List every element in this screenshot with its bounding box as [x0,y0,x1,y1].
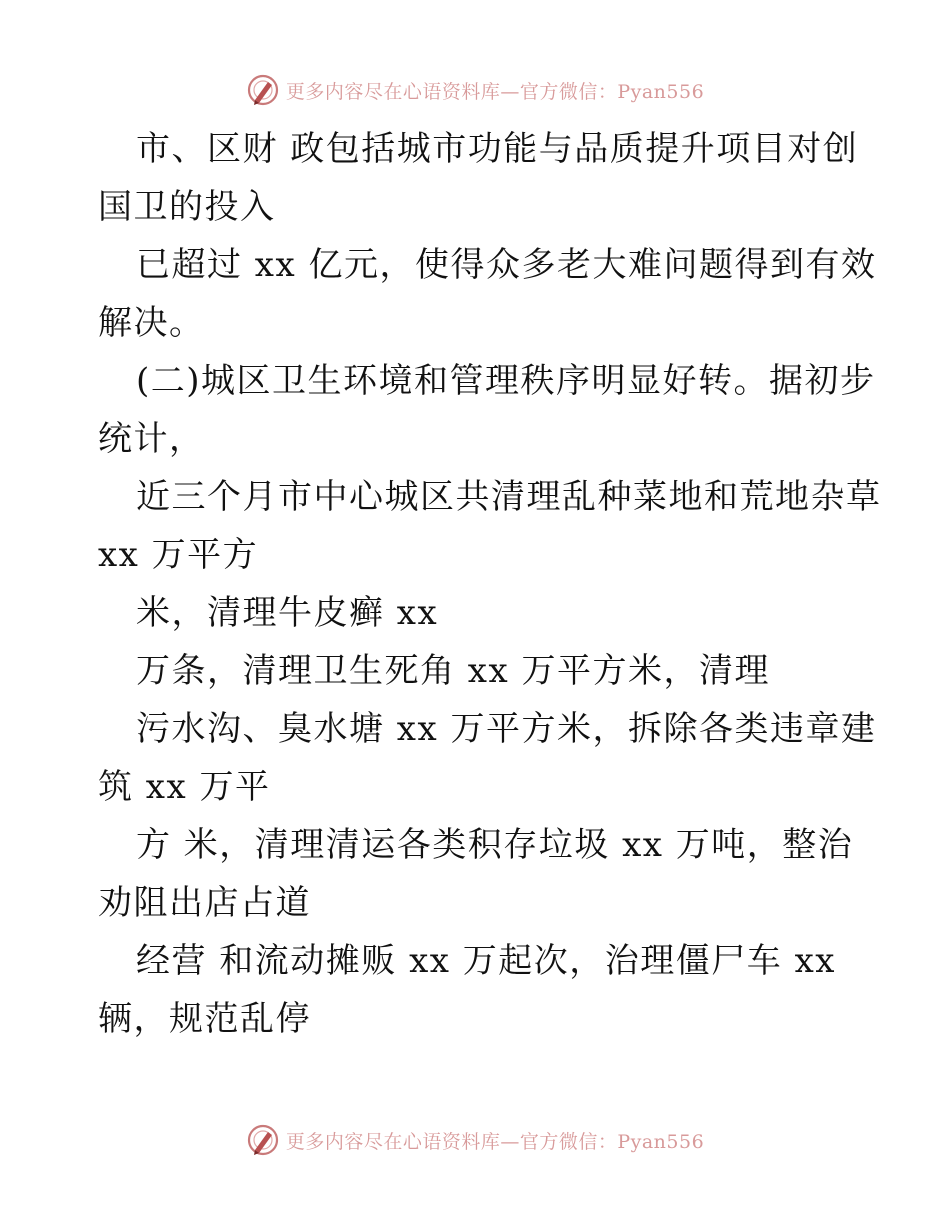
watermark-text: 更多内容尽在心语资料库—官方微信：Pyan556 [285,80,705,103]
text-line: xx 万平方 [98,535,259,575]
text-line: 经营 和流动摊贩 xx 万起次，治理僵尸车 xx [136,941,836,981]
text-line: (二)城区卫生环境和管理秩序明显好转。据初步 [136,361,876,401]
text-line: 辆，规范乱停 [98,999,311,1039]
text-line: 万条，清理卫生死角 xx 万平方米，清理 [136,651,770,691]
text-line: 近三个月市中心城区共清理乱种菜地和荒地杂草 [136,477,882,517]
document-body [98,120,882,1048]
text-line: 国卫的投入 [98,187,276,227]
text-line: 已超过 xx 亿元，使得众多老大难问题得到有效 [136,245,877,285]
pen-circle-icon [246,1123,280,1157]
watermark-text: 更多内容尽在心语资料库—官方微信：Pyan556 [285,1130,705,1153]
text-line: 方 米，清理清运各类积存垃圾 xx 万吨，整治 [136,825,854,865]
text-line: 筑 xx 万平 [98,767,271,807]
text-line: 污水沟、臭水塘 xx 万平方米，拆除各类违章建 [136,709,877,749]
text-line: 劝阻出店占道 [98,883,311,923]
footer-watermark [0,1120,950,1160]
text-line: 米，清理牛皮癣 xx [136,593,439,633]
text-line: 解决。 [98,303,205,343]
text-line: 市、区财 政包括城市功能与品质提升项目对创 [136,129,859,169]
pen-circle-icon [246,73,280,107]
header-watermark [0,70,950,110]
text-line: 统计， [98,419,205,459]
